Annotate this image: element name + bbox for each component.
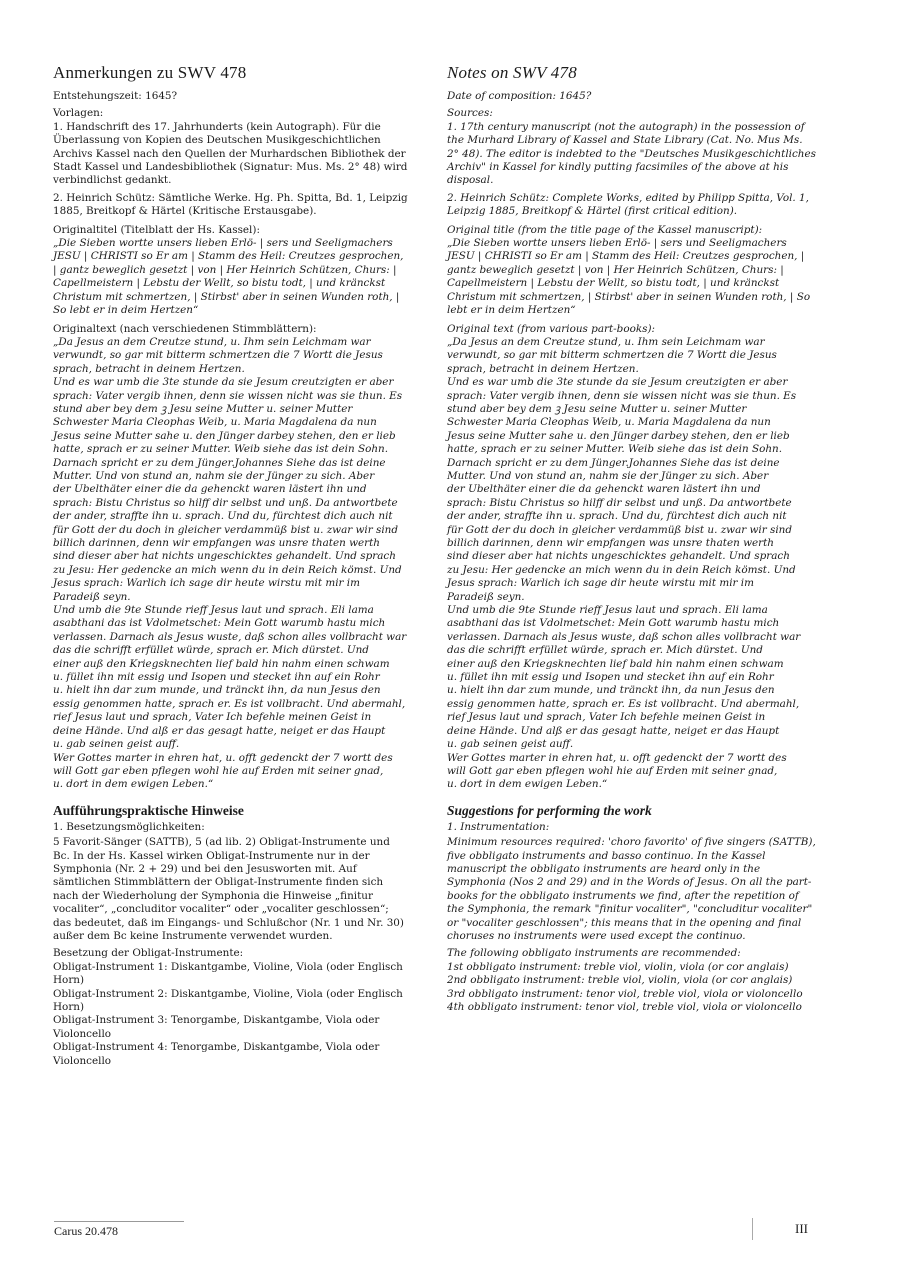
original-text-line: Darnach spricht er zu dem Jünger.Johannes Siehe das ist deine — [447, 456, 780, 469]
original-text-line: „Da Jesus an dem Creutze stund, u. Ihm sein Leichmam war — [53, 335, 371, 348]
english-obligato-heading: The following obbligato instruments are recommended: — [447, 947, 741, 960]
original-text-line: Und umb die 9te Stunde rieff Jesus laut und sprach. Eli lama — [447, 604, 768, 617]
original-text-line: hatte, sprach er zu seiner Mutter. Weib siehe das ist dein Sohn. — [53, 443, 389, 456]
footer-divider — [752, 1218, 753, 1240]
english-source-2: 2. Heinrich Schütz: Complete Works, edited by Philipp Spitta, Vol. 1, Leipzig 1885, Breitkopf & Härtel (first critical edition). — [447, 191, 809, 218]
original-text-line: u. dort in dem ewigen Leben.“ — [53, 778, 214, 791]
original-text-line: einer auß den Kriegsknechten lief bald hin nahm einen schwam — [53, 657, 390, 670]
english-original-text — [447, 323, 817, 792]
original-text-line: sprach, betracht in deinem Hertzen. — [447, 362, 639, 375]
original-text-line: deine Hände. Und alß er das gesagt hatte, neiget er das Haupt — [447, 724, 780, 737]
original-text-line: der ander, straffte ihn u. sprach. Und du, fürchtest dich auch nit — [447, 510, 787, 523]
obligato-item: 2nd obbligato instrument: treble viol, violin, viola (or cor anglais) — [447, 974, 793, 987]
original-text-line: Paradeiß seyn. — [447, 590, 525, 603]
german-source-1: 1. Handschrift des 17. Jahrhunderts (kein Autograph). Für die Überlassung von Kopien des Deutschen Musikgeschichtlichen Archivs Kassel nach den Quellen der Murhardschen Bibliothek der Stadt Kassel und Landesbibliothek (Signatur: Mus. Ms. 2° 48) wird verbindlichst gedankt. — [53, 120, 408, 187]
original-text-line: der Ubelthäter einer die da gehenckt waren lästert ihn und — [53, 483, 367, 496]
original-text-line: will Gott gar eben pflegen wohl hie auf Erden mit seiner gnad, — [53, 764, 384, 777]
original-text-line: Wer Gottes marter in ehren hat, u. offt gedenckt der 7 wortt des — [447, 751, 787, 764]
original-text-line: will Gott gar eben pflegen wohl hie auf Erden mit seiner gnad, — [447, 764, 778, 777]
english-orig-title-heading: Original title (from the title page of the Kassel manuscript): — [447, 223, 763, 236]
original-text-line: einer auß den Kriegsknechten lief bald hin nahm einen schwam — [447, 657, 784, 670]
english-orig-title-text: „Die Sieben wortte unsers lieben Erlö- | sers und Seeligmachers JESU | CHRISTI so Er am | Stamm des Heil: Creutzes gesprochen, | gantz beweglich gesetzt | von | Her Heinrich Schützen, Churs: | Capellmeistern | Lebstu der Wellt, so bistu todt, | und kränckst Christum mit schmertzen, | Stirbst' aber in seinen Wunden roth, | So lebt er in deim Hertzen“ — [447, 237, 811, 317]
original-text-line: sprach: Vater vergib ihnen, denn sie wissen nicht was sie thun. Es — [447, 389, 797, 402]
original-text-line: Mutter. Und von stund an, nahm sie der Jünger zu sich. Aber — [447, 469, 769, 482]
english-column — [447, 62, 817, 1014]
original-text-line: sprach, betracht in deinem Hertzen. — [53, 362, 245, 375]
obligato-item: Obligat-Instrument 3: Tenorgambe, Diskantgambe, Viola oder Violoncello — [53, 1014, 380, 1040]
english-instr-text: Minimum resources required: 'choro favorito' of five singers (SATTB), five obbligato instruments and basso continuo. In the Kassel manuscript the obbligato instruments are heard only in the Symphonia (Nos 2 and 29) and in the Words of Jesus. On all the part-books for the obbligato instruments we find, after the repetition of the Symphonia, the remark "finitur vocaliter", "concluditur vocaliter" or "vocaliter geschlossen"; this means that in the opening and final choruses no instruments were used except the continuo. — [447, 836, 816, 942]
original-text-line: u. füllet ihn mit essig und Isopen und stecket ihn auf ein Rohr — [53, 671, 380, 684]
german-orig-title-text: „Die Sieben wortte unsers lieben Erlö- | sers und Seeligmachers JESU | CHRISTI so Er am | Stamm des Heil: Creutzes gesprochen, | gantz beweglich gesetzt | von | Her Heinrich Schützen, Churs: | Capellmeistern | Lebstu der Wellt, so bistu todt, | und kränckst Christum mit schmertzen, | Stirbst' aber in seinen Wunden roth, | So lebt er in deim Hertzen“ — [53, 237, 404, 317]
original-text-line: asabthani das ist Vdolmetschet: Mein Gott warumb hastu mich — [447, 617, 780, 630]
original-text-line: Paradeiß seyn. — [53, 590, 131, 603]
obligato-item: 3rd obbligato instrument: tenor viol, treble viol, viola or violoncello — [447, 987, 803, 1000]
original-text-line: Und es war umb die 3te stunde da sie Jesum creutzigten er aber — [447, 376, 788, 389]
english-sources — [447, 107, 817, 218]
original-text-line: Jesus sprach: Warlich ich sage dir heute wirstu mit mir im — [447, 577, 754, 590]
original-text-line: sprach: Bistu Christus so hilff dir selbst und unß. Da antwortbete — [53, 496, 398, 509]
obligato-item: 4th obbligato instrument: tenor viol, treble viol, viola or violoncello — [447, 1001, 802, 1013]
german-source-2: 2. Heinrich Schütz: Sämtliche Werke. Hg. Ph. Spitta, Bd. 1, Leipzig 1885, Breitkopf & Härtel (Kritische Erstausgabe). — [53, 191, 408, 218]
original-text-line: verwundt, so gar mit bitterm schmertzen die 7 Wortt die Jesus — [447, 349, 777, 362]
original-text-line: das die schrifft erfüllet würde, sprach er. Mich dürstet. Und — [447, 644, 763, 657]
german-title: Anmerkungen zu SWV 478 — [53, 63, 247, 82]
german-column — [53, 62, 408, 1068]
german-original-text — [53, 323, 408, 792]
german-obligato-list — [53, 961, 408, 1068]
german-instr-text: 5 Favorit-Sänger (SATTB), 5 (ad lib. 2) Obligat-Instrumente und Bc. In der Hs. Kassel wirken Obligat-Instrumente nur in der Symphonia (Nr. 2 + 29) und bei den Jesusworten mit. Auf sämtlichen Stimmblättern der Obligat-Instrumente finden sich nach der Wiederholung der Symphonia die Hinweise „finitur vocaliter“, „concluditor vocaliter“ oder „vocaliter geschlossen“; das bedeutet, daß im Eingangs- und Schlußchor (Nr. 1 und Nr. 30) außer dem Bc keine Instrumente verwendet wurden. — [53, 836, 404, 942]
german-date: Entstehungszeit: 1645? — [53, 90, 178, 102]
original-text-line: das die schrifft erfüllet würde, sprach er. Mich dürstet. Und — [53, 644, 369, 657]
original-text-line: Jesus seine Mutter sahe u. den Jünger darbey stehen, den er lieb — [447, 429, 790, 442]
original-text-line: sprach: Bistu Christus so hilff dir selbst und unß. Da antwortbete — [447, 496, 792, 509]
original-text-line: für Gott der du doch in gleicher verdammüß bist u. zwar wir sind — [53, 523, 399, 536]
original-text-line: billich darinnen, denn wir empfangen was unsre thaten werth — [447, 537, 775, 549]
english-source-1: 1. 17th century manuscript (not the autograph) in the possession of the Murhard Library of Kassel and State Library (Cat. No. Mus Ms. 2° 48). The editor is indebted to the "Deutsches Musikgeschichtliches Archiv" in Kassel for kindly putting facsimiles of the above at his disposal. — [447, 120, 816, 187]
german-obligato-heading: Besetzung der Obligat-Instrumente: — [53, 947, 244, 960]
german-performance-heading: Aufführungspraktische Hinweise — [53, 802, 244, 818]
original-text-line: verlassen. Darnach als Jesus wuste, daß schon alles vollbracht war — [53, 630, 407, 643]
obligato-item: Obligat-Instrument 2: Diskantgambe, Violine, Viola (oder Englisch Horn) — [53, 987, 403, 1013]
english-performance-heading: Suggestions for performing the work — [447, 802, 652, 818]
original-text-line: sprach: Vater vergib ihnen, denn sie wissen nicht was sie thun. Es — [53, 389, 403, 402]
original-text-line: zu Jesu: Her gedencke an mich wenn du in dein Reich kömst. Und — [447, 563, 796, 576]
german-sources — [53, 107, 408, 218]
original-text-line: billich darinnen, denn wir empfangen was unsre thaten werth — [53, 537, 381, 549]
obligato-item: 1st obbligato instrument: treble viol, violin, viola (or cor anglais) — [447, 960, 789, 973]
page-number: III — [795, 1221, 808, 1236]
german-orig-text-heading: Originaltext (nach verschiedenen Stimmblättern): — [53, 322, 317, 335]
german-orig-title-heading: Originaltitel (Titelblatt der Hs. Kassel): — [53, 223, 260, 236]
original-text-line: u. gab seinen geist auff. — [447, 738, 574, 751]
english-instr-heading: 1. Instrumentation: — [447, 820, 550, 833]
german-original-title — [53, 224, 408, 318]
catalog-number: Carus 20.478 — [54, 1221, 184, 1239]
original-text-line: u. gab seinen geist auff. — [53, 738, 180, 751]
original-text-line: Mutter. Und von stund an, nahm sie der Jünger zu sich. Aber — [53, 469, 375, 482]
original-text-line: der Ubelthäter einer die da gehenckt waren lästert ihn und — [447, 483, 761, 496]
original-text-line: u. füllet ihn mit essig und Isopen und stecket ihn auf ein Rohr — [447, 671, 774, 684]
original-text-line: zu Jesu: Her gedencke an mich wenn du in dein Reich kömst. Und — [53, 563, 402, 576]
german-orig-text-body — [53, 336, 408, 792]
english-original-title — [447, 224, 817, 318]
english-orig-text-body — [447, 336, 817, 792]
obligato-item: Obligat-Instrument 1: Diskantgambe, Violine, Viola (oder Englisch Horn) — [53, 960, 403, 987]
original-text-line: essig genommen hatte, sprach er. Es ist vollbracht. Und abermahl, — [53, 697, 406, 710]
original-text-line: Darnach spricht er zu dem Jünger.Johannes Siehe das ist deine — [53, 456, 386, 469]
original-text-line: verlassen. Darnach als Jesus wuste, daß schon alles vollbracht war — [447, 630, 801, 643]
original-text-line: rief Jesus laut und sprach, Vater Ich befehle meinen Geist in — [53, 711, 372, 724]
original-text-line: verwundt, so gar mit bitterm schmertzen die 7 Wortt die Jesus — [53, 349, 383, 362]
original-text-line: Und es war umb die 3te stunde da sie Jesum creutzigten er aber — [53, 376, 394, 389]
original-text-line: sind dieser aber hat nichts ungeschicktes gehandelt. Und sprach — [53, 550, 396, 563]
original-text-line: Jesus seine Mutter sahe u. den Jünger darbey stehen, den er lieb — [53, 429, 396, 442]
original-text-line: der ander, straffte ihn u. sprach. Und du, fürchtest dich auch nit — [53, 510, 393, 523]
original-text-line: Schwester Maria Cleophas Weib, u. Maria Magdalena da nun — [447, 416, 771, 429]
english-sources-heading: Sources: — [447, 107, 493, 120]
original-text-line: Schwester Maria Cleophas Weib, u. Maria Magdalena da nun — [53, 416, 377, 429]
english-orig-text-heading: Original text (from various part-books): — [447, 322, 656, 335]
english-obligato-list — [447, 961, 817, 1015]
original-text-line: Wer Gottes marter in ehren hat, u. offt gedenckt der 7 wortt des — [53, 751, 393, 764]
original-text-line: sind dieser aber hat nichts ungeschicktes gehandelt. Und sprach — [447, 550, 790, 563]
original-text-line: rief Jesus laut und sprach, Vater Ich befehle meinen Geist in — [447, 711, 766, 724]
original-text-line: „Da Jesus an dem Creutze stund, u. Ihm sein Leichmam war — [447, 335, 765, 348]
original-text-line: u. hielt ihn dar zum munde, und tränckt ihn, da nun Jesus den — [53, 684, 381, 697]
original-text-line: essig genommen hatte, sprach er. Es ist vollbracht. Und abermahl, — [447, 697, 800, 710]
german-instr-heading: 1. Besetzungsmöglichkeiten: — [53, 820, 205, 833]
original-text-line: für Gott der du doch in gleicher verdammüß bist u. zwar wir sind — [447, 523, 793, 536]
english-date: Date of composition: 1645? — [447, 90, 592, 102]
original-text-line: stund aber bey dem ꝫ Jesu seine Mutter u. seiner Mutter — [447, 402, 747, 415]
original-text-line: u. hielt ihn dar zum munde, und tränckt ihn, da nun Jesus den — [447, 684, 775, 697]
english-title: Notes on SWV 478 — [447, 63, 577, 82]
original-text-line: stund aber bey dem ꝫ Jesu seine Mutter u. seiner Mutter — [53, 402, 353, 415]
obligato-item: Obligat-Instrument 4: Tenorgambe, Diskantgambe, Viola oder Violoncello — [53, 1041, 380, 1067]
original-text-line: deine Hände. Und alß er das gesagt hatte, neiget er das Haupt — [53, 724, 386, 737]
original-text-line: asabthani das ist Vdolmetschet: Mein Gott warumb hastu mich — [53, 617, 386, 630]
original-text-line: Und umb die 9te Stunde rieff Jesus laut und sprach. Eli lama — [53, 604, 374, 617]
original-text-line: u. dort in dem ewigen Leben.“ — [447, 778, 608, 791]
german-sources-heading: Vorlagen: — [53, 107, 104, 120]
original-text-line: hatte, sprach er zu seiner Mutter. Weib siehe das ist dein Sohn. — [447, 443, 783, 456]
original-text-line: Jesus sprach: Warlich ich sage dir heute wirstu mit mir im — [53, 577, 360, 590]
